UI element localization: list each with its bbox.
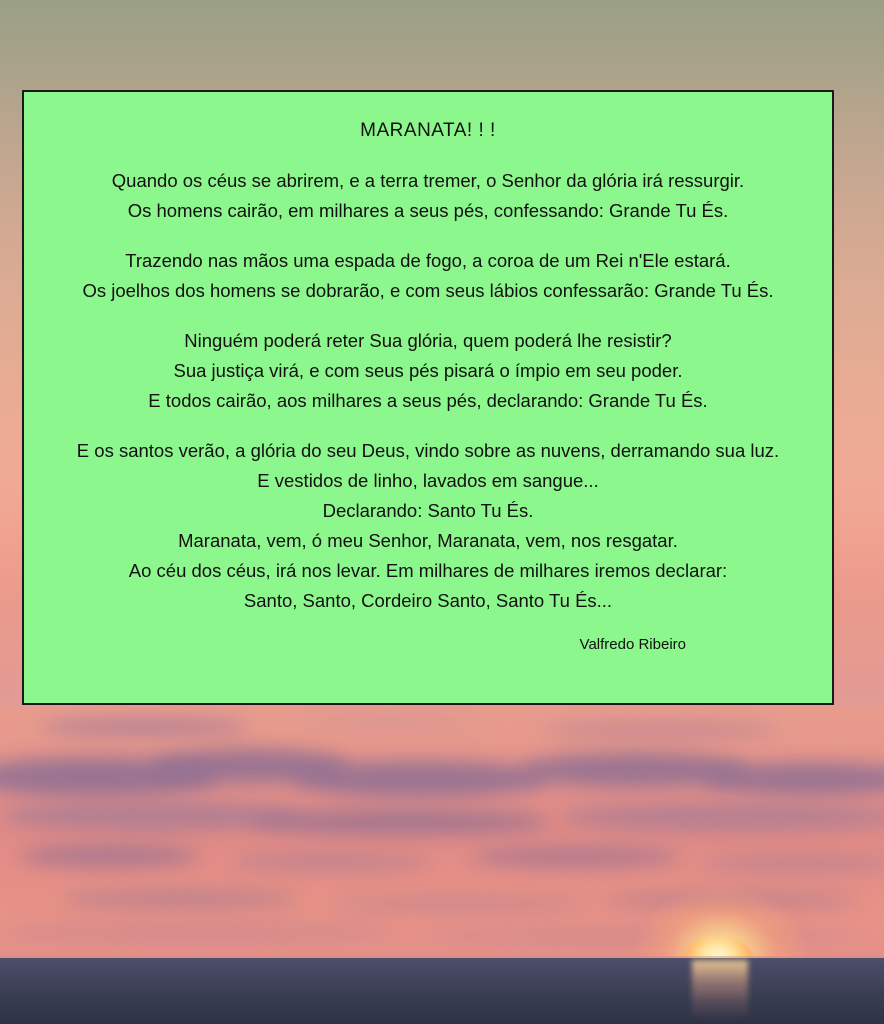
poem-stanza (48, 436, 808, 616)
cloud-blob (250, 809, 550, 835)
cloud-blob (0, 801, 300, 831)
poem-title: MARANATA! ! ! (360, 120, 496, 141)
poem-line: Maranata, vem, ó meu Senhor, Maranata, vem, nos resgatar. (178, 529, 678, 551)
sun-reflection (692, 960, 748, 1020)
cloud-wisp (40, 719, 250, 735)
poem-card (22, 90, 834, 705)
sea (0, 958, 884, 1024)
cloud-blob (470, 847, 680, 867)
cloud-blob (230, 853, 430, 871)
poem-line: Quando os céus se abrirem, e a terra tremer, o Senhor da glória irá ressurgir. (111, 170, 745, 191)
poem-line: Ao céu dos céus, irá nos levar. Em milhares de milhares iremos declarar: (128, 559, 728, 581)
poem-line: Ninguém poderá reter Sua glória, quem poderá lhe resistir? (184, 329, 672, 351)
cloud-blob (700, 763, 884, 795)
cloud-blob (560, 803, 884, 831)
poem-line: Declarando: Santo Tu És. (322, 499, 534, 521)
poem-stanza (48, 246, 808, 306)
cloud-blob (700, 855, 884, 873)
poem-stanza (48, 166, 808, 226)
cloud-blob (290, 761, 550, 797)
cloud-blob (60, 891, 300, 907)
poem-line: Santo, Santo, Cordeiro Santo, Santo Tu És... (243, 589, 613, 611)
poem-line: E todos cairão, aos milhares a seus pés, declarando: Grande Tu És. (148, 389, 708, 411)
poem-line: E vestidos de linho, lavados em sangue... (257, 469, 599, 491)
poem-line: E os santos verão, a glória do seu Deus, vindo sobre as nuvens, derramando sua luz. (76, 439, 780, 461)
cloud-blob (20, 845, 200, 867)
poem-author: Valfredo Ribeiro (579, 635, 686, 653)
poem-line: Trazendo nas mãos uma espada de fogo, a coroa de um Rei n'Ele estará. (125, 249, 731, 271)
cloud-wisp (540, 723, 780, 737)
poem-line: Os joelhos dos homens se dobrarão, e com seus lábios confessarão: Grande Tu És. (82, 279, 774, 301)
cloud-blob (0, 925, 400, 939)
poem-line: Sua justiça virá, e com seus pés pisará o ímpio em seu poder. (173, 359, 683, 381)
poem-line: Os homens cairão, em milhares a seus pés, confessando: Grande Tu És. (127, 199, 729, 221)
cloud-wisp (300, 715, 480, 728)
cloud-blob (330, 897, 590, 911)
poem-stanza (48, 326, 808, 416)
